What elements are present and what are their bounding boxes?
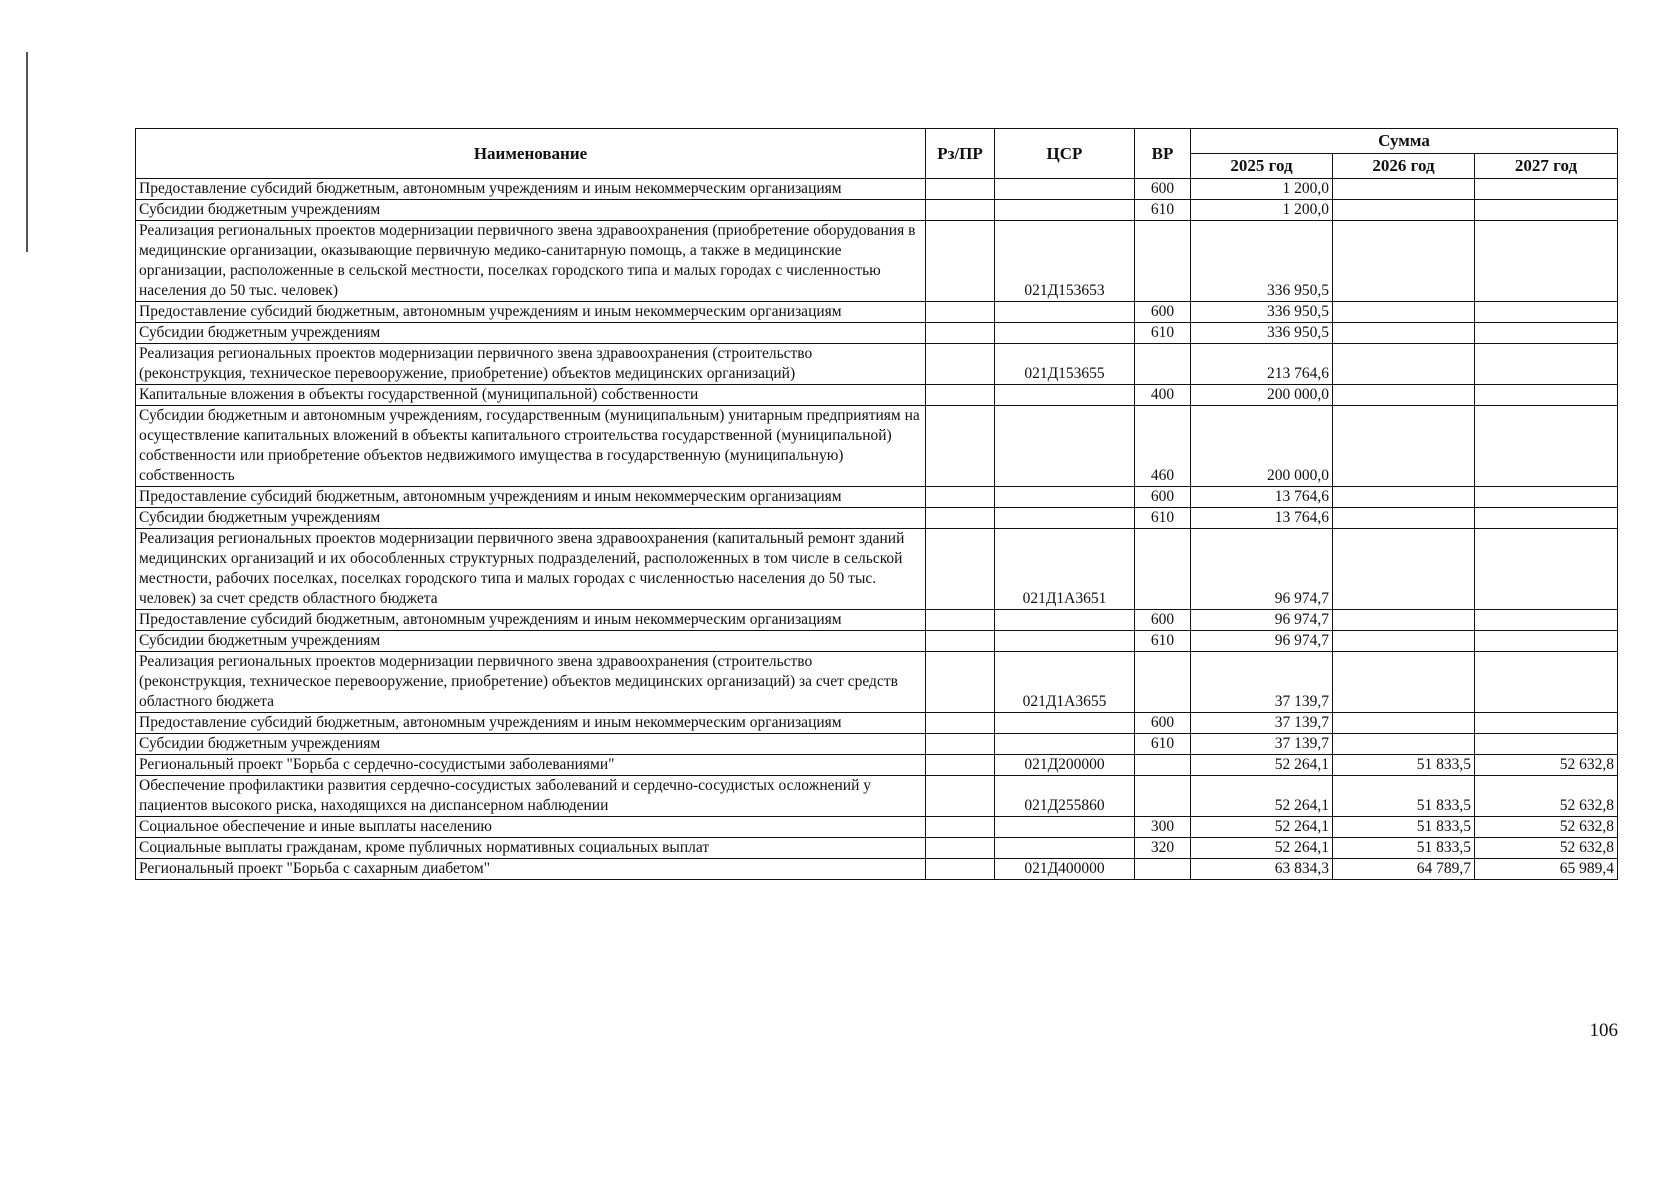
row-amount-2027 [1475,713,1618,734]
row-rz [926,179,995,200]
row-vr: 600 [1135,179,1191,200]
row-name: Субсидии бюджетным учреждениям [136,323,926,344]
table-row [136,200,1618,221]
header-year-2027: 2027 год [1475,154,1618,179]
row-rz [926,817,995,838]
table-row [136,179,1618,200]
table-row [136,631,1618,652]
row-amount-2025: 336 950,5 [1191,221,1333,302]
row-amount-2025: 336 950,5 [1191,302,1333,323]
row-amount-2025: 13 764,6 [1191,508,1333,529]
row-amount-2026 [1333,529,1475,610]
table-row [136,838,1618,859]
row-csr [995,487,1135,508]
header-name: Наименование [136,129,926,179]
row-amount-2027 [1475,344,1618,385]
row-amount-2025: 37 139,7 [1191,652,1333,713]
row-amount-2027 [1475,487,1618,508]
row-amount-2025: 37 139,7 [1191,713,1333,734]
table-row [136,302,1618,323]
row-name: Предоставление субсидий бюджетным, автономным учреждениям и иным некоммерческим организациям [136,179,926,200]
row-vr: 600 [1135,610,1191,631]
row-name: Субсидии бюджетным учреждениям [136,200,926,221]
row-amount-2025: 52 264,1 [1191,838,1333,859]
table-row [136,755,1618,776]
row-csr [995,631,1135,652]
table-body [136,179,1618,880]
table-row [136,323,1618,344]
row-csr [995,817,1135,838]
table-row [136,529,1618,610]
row-vr: 600 [1135,302,1191,323]
row-amount-2027: 65 989,4 [1475,859,1618,880]
row-amount-2025: 96 974,7 [1191,631,1333,652]
row-vr [1135,652,1191,713]
row-amount-2026 [1333,221,1475,302]
row-name: Региональный проект "Борьба с сахарным диабетом" [136,859,926,880]
table-row [136,487,1618,508]
row-csr: 021Д255860 [995,776,1135,817]
row-name: Предоставление субсидий бюджетным, автономным учреждениям и иным некоммерческим организациям [136,610,926,631]
row-vr: 300 [1135,817,1191,838]
row-amount-2027 [1475,652,1618,713]
row-amount-2025: 1 200,0 [1191,200,1333,221]
row-amount-2026 [1333,323,1475,344]
row-vr [1135,529,1191,610]
row-rz [926,200,995,221]
row-rz [926,859,995,880]
header-rz: Рз/ПР [926,129,995,179]
header-csr: ЦСР [995,129,1135,179]
row-amount-2026 [1333,179,1475,200]
row-amount-2025: 1 200,0 [1191,179,1333,200]
row-amount-2027: 52 632,8 [1475,776,1618,817]
row-amount-2026: 51 833,5 [1333,755,1475,776]
row-amount-2025: 37 139,7 [1191,734,1333,755]
row-vr: 600 [1135,713,1191,734]
table-row [136,734,1618,755]
page-number: 106 [1589,1020,1618,1041]
row-rz [926,838,995,859]
row-name: Реализация региональных проектов модернизации первичного звена здравоохранения (приобретение оборудования в медицинские организации, оказывающие первичную медико-санитарную помощь, а также в медицинские организации, расположенные в сельской местности, поселках городского типа и малых городах с численностью населения до 50 тыс. человек) [136,221,926,302]
row-vr [1135,221,1191,302]
row-amount-2025: 52 264,1 [1191,817,1333,838]
row-vr: 320 [1135,838,1191,859]
row-amount-2027 [1475,508,1618,529]
row-amount-2027 [1475,631,1618,652]
row-name: Социальное обеспечение и иные выплаты населению [136,817,926,838]
row-csr: 021Д200000 [995,755,1135,776]
row-csr [995,838,1135,859]
row-amount-2026: 64 789,7 [1333,859,1475,880]
row-amount-2026: 51 833,5 [1333,817,1475,838]
row-csr [995,200,1135,221]
table-row [136,610,1618,631]
table-row [136,817,1618,838]
row-csr: 021Д1А3651 [995,529,1135,610]
row-amount-2025: 13 764,6 [1191,487,1333,508]
row-amount-2025: 96 974,7 [1191,529,1333,610]
row-amount-2026 [1333,631,1475,652]
header-vr: ВР [1135,129,1191,179]
row-rz [926,734,995,755]
table-row [136,652,1618,713]
row-csr [995,385,1135,406]
row-rz [926,755,995,776]
row-amount-2027 [1475,610,1618,631]
row-csr [995,179,1135,200]
row-name: Субсидии бюджетным учреждениям [136,734,926,755]
row-amount-2025: 63 834,3 [1191,859,1333,880]
row-csr [995,713,1135,734]
row-amount-2027 [1475,200,1618,221]
row-vr: 610 [1135,631,1191,652]
row-vr: 600 [1135,487,1191,508]
row-amount-2025: 200 000,0 [1191,385,1333,406]
table-row [136,713,1618,734]
row-rz [926,406,995,487]
row-amount-2027 [1475,406,1618,487]
row-csr [995,508,1135,529]
row-amount-2026 [1333,652,1475,713]
row-amount-2026 [1333,610,1475,631]
budget-table [135,128,1618,880]
row-csr [995,734,1135,755]
row-rz [926,221,995,302]
row-amount-2025: 336 950,5 [1191,323,1333,344]
row-amount-2026 [1333,302,1475,323]
row-amount-2026 [1333,385,1475,406]
row-amount-2027 [1475,221,1618,302]
row-vr: 610 [1135,508,1191,529]
row-vr [1135,344,1191,385]
row-rz [926,487,995,508]
row-amount-2027: 52 632,8 [1475,817,1618,838]
row-csr: 021Д153655 [995,344,1135,385]
row-amount-2027: 52 632,8 [1475,838,1618,859]
row-name: Реализация региональных проектов модернизации первичного звена здравоохранения (строительство (реконструкция, техническое перевооружение, приобретение) объектов медицинских организаций) [136,344,926,385]
row-name: Предоставление субсидий бюджетным, автономным учреждениям и иным некоммерческим организациям [136,302,926,323]
row-name: Реализация региональных проектов модернизации первичного звена здравоохранения (строительство (реконструкция, техническое перевооружение, приобретение) объектов медицинских организаций) за счет средств областного бюджета [136,652,926,713]
row-amount-2025: 96 974,7 [1191,610,1333,631]
row-name: Предоставление субсидий бюджетным, автономным учреждениям и иным некоммерческим организациям [136,713,926,734]
table-row [136,776,1618,817]
table-row [136,385,1618,406]
row-amount-2027 [1475,323,1618,344]
row-rz [926,610,995,631]
row-name: Социальные выплаты гражданам, кроме публичных нормативных социальных выплат [136,838,926,859]
row-name: Субсидии бюджетным учреждениям [136,631,926,652]
row-rz [926,302,995,323]
row-vr: 610 [1135,200,1191,221]
row-rz [926,776,995,817]
row-name: Обеспечение профилактики развития сердечно-сосудистых заболеваний и сердечно-сосудистых осложнений у пациентов высокого риска, находящихся на диспансерном наблюдении [136,776,926,817]
row-rz [926,631,995,652]
row-rz [926,713,995,734]
row-amount-2025: 52 264,1 [1191,776,1333,817]
row-amount-2026: 51 833,5 [1333,838,1475,859]
row-csr [995,406,1135,487]
row-csr [995,323,1135,344]
row-csr [995,610,1135,631]
row-name: Капитальные вложения в объекты государственной (муниципальной) собственности [136,385,926,406]
row-csr: 021Д400000 [995,859,1135,880]
row-name: Реализация региональных проектов модернизации первичного звена здравоохранения (капитальный ремонт зданий медицинских организаций и их обособленных структурных подразделений, расположенных в том числе в сельской местности, рабочих поселках, поселках городского типа и малых городах с численностью населения до 50 тыс. человек) за счет средств областного бюджета [136,529,926,610]
row-vr [1135,776,1191,817]
header-year-2026: 2026 год [1333,154,1475,179]
row-amount-2027: 52 632,8 [1475,755,1618,776]
row-vr [1135,859,1191,880]
row-amount-2025: 200 000,0 [1191,406,1333,487]
row-rz [926,529,995,610]
row-rz [926,344,995,385]
row-amount-2026: 51 833,5 [1333,776,1475,817]
row-rz [926,652,995,713]
row-amount-2026 [1333,734,1475,755]
row-vr: 610 [1135,323,1191,344]
row-amount-2026 [1333,713,1475,734]
scan-margin-line [26,52,28,252]
row-amount-2025: 52 264,1 [1191,755,1333,776]
row-amount-2027 [1475,179,1618,200]
row-csr: 021Д1А3655 [995,652,1135,713]
table-row [136,406,1618,487]
row-amount-2026 [1333,406,1475,487]
table-row [136,508,1618,529]
row-rz [926,323,995,344]
table-row [136,859,1618,880]
row-rz [926,508,995,529]
row-amount-2027 [1475,385,1618,406]
header-sum: Сумма [1191,129,1618,154]
row-rz [926,385,995,406]
row-amount-2026 [1333,200,1475,221]
row-amount-2026 [1333,487,1475,508]
row-csr: 021Д153653 [995,221,1135,302]
row-amount-2025: 213 764,6 [1191,344,1333,385]
row-vr: 610 [1135,734,1191,755]
row-amount-2027 [1475,734,1618,755]
row-vr: 400 [1135,385,1191,406]
row-amount-2027 [1475,529,1618,610]
header-year-2025: 2025 год [1191,154,1333,179]
table-header [136,129,1618,179]
row-csr [995,302,1135,323]
row-name: Субсидии бюджетным учреждениям [136,508,926,529]
row-amount-2026 [1333,508,1475,529]
row-vr [1135,755,1191,776]
row-amount-2026 [1333,344,1475,385]
table-row [136,344,1618,385]
row-name: Предоставление субсидий бюджетным, автономным учреждениям и иным некоммерческим организациям [136,487,926,508]
row-vr: 460 [1135,406,1191,487]
row-amount-2027 [1475,302,1618,323]
table-row [136,221,1618,302]
row-name: Субсидии бюджетным и автономным учреждениям, государственным (муниципальным) унитарным предприятиям на осуществление капитальных вложений в объекты капитального строительства государственной (муниципальной) собственности или приобретение объектов недвижимого имущества в государственную (муниципальную) собственность [136,406,926,487]
row-name: Региональный проект "Борьба с сердечно-сосудистыми заболеваниями" [136,755,926,776]
